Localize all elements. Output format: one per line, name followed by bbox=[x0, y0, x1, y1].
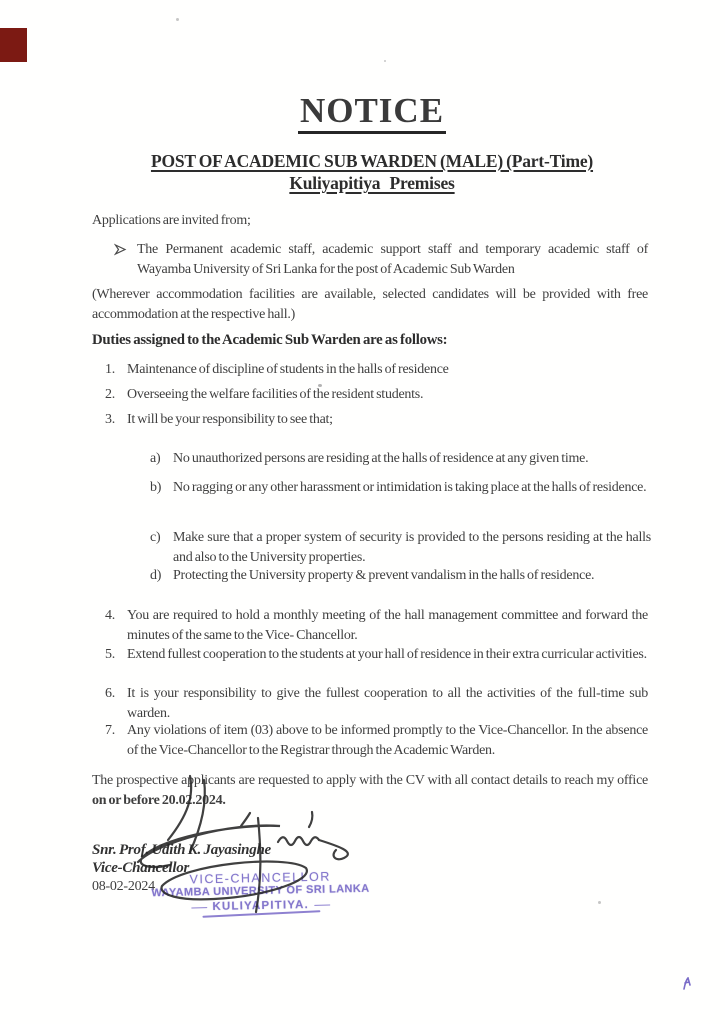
duty-number: 6. bbox=[105, 686, 115, 701]
duty-item bbox=[105, 645, 648, 665]
post-heading: POST OF ACADEMIC SUB WARDEN (MALE) (Part-Time) bbox=[150, 151, 594, 171]
duty-text: Any violations of item (03) above to be informed promptly to the Vice-Chancellor. In the absence of the Vice-Chancellor to the Registrar through the Academic Warden. bbox=[127, 723, 648, 758]
duty-item bbox=[105, 684, 648, 723]
sub-duty-letter: c) bbox=[150, 530, 161, 545]
deadline-text: on or before 20.02.2024. bbox=[92, 792, 226, 808]
eligibility-item bbox=[114, 240, 648, 279]
duty-text: Extend fullest cooperation to the students at your hall of residence in their extra curricular activities. bbox=[127, 647, 647, 662]
signatory-name: Snr. Prof. Udith K. Jayasinghe bbox=[92, 842, 271, 858]
accommodation-note: (Wherever accommodation facilities are available, selected candidates will be provided with free accommodation at the respective hall.) bbox=[92, 287, 648, 322]
premises-heading: Kuliyapitiya Premises bbox=[289, 173, 455, 193]
duties-heading: Duties assigned to the Academic Sub Warden are as follows: bbox=[92, 332, 448, 348]
duty-item bbox=[105, 360, 648, 380]
scan-corner-mark bbox=[0, 28, 27, 62]
scan-speck bbox=[598, 901, 601, 904]
signature-scribble bbox=[118, 770, 408, 930]
pen-mark bbox=[682, 977, 693, 990]
arrowhead-right-icon bbox=[114, 240, 137, 279]
duty-number: 2. bbox=[105, 387, 115, 402]
duty-item bbox=[105, 410, 648, 430]
stamp-line-1: VICE-CHANCELLOR bbox=[189, 869, 331, 887]
sub-duty-text: No unauthorized persons are residing at the halls of residence at any given time. bbox=[173, 451, 589, 466]
scan-speck bbox=[176, 18, 179, 21]
duty-number: 7. bbox=[105, 723, 115, 738]
signatory-title: Vice-Chancellor bbox=[92, 860, 190, 876]
stamp-line-2: WAYAMBA UNIVERSITY OF SRI LANKA bbox=[151, 882, 370, 900]
scan-speck bbox=[384, 60, 386, 62]
duty-text: You are required to hold a monthly meeting of the hall management committee and forward the minutes of the same to the Vice- Chancellor. bbox=[127, 608, 648, 643]
sub-duty-text: No ragging or any other harassment or intimidation is taking place at the halls of residence. bbox=[173, 480, 647, 495]
intro-text: Applications are invited from; bbox=[92, 213, 251, 228]
sub-duty-item bbox=[150, 478, 651, 498]
duty-number: 3. bbox=[105, 412, 115, 427]
signature-date: 08-02-2024 bbox=[92, 879, 155, 894]
closing-text: The prospective applicants are requested to apply with the CV with all contact details to reach my office bbox=[92, 773, 648, 788]
duty-text: Maintenance of discipline of students in the halls of residence bbox=[127, 362, 449, 377]
duty-text: Overseeing the welfare facilities of the resident students. bbox=[127, 387, 424, 402]
sub-duty-text: Make sure that a proper system of security is provided to the persons residing at the halls and also to the University properties. bbox=[173, 530, 651, 565]
page-title: NOTICE bbox=[92, 92, 652, 130]
sub-duty-letter: d) bbox=[150, 568, 162, 583]
duty-item bbox=[105, 385, 648, 405]
duty-number: 5. bbox=[105, 647, 115, 662]
duty-text: It is your responsibility to give the fullest cooperation to all the activities of the full-time sub warden. bbox=[127, 686, 648, 721]
sub-duty-text: Protecting the University property & prevent vandalism in the halls of residence. bbox=[173, 568, 595, 583]
sub-duty-item bbox=[150, 566, 651, 586]
duty-number: 1. bbox=[105, 362, 115, 377]
sub-duty-letter: b) bbox=[150, 480, 162, 495]
sub-duty-item bbox=[150, 449, 651, 469]
duty-item bbox=[105, 721, 648, 760]
eligibility-text: The Permanent academic staff, academic support staff and temporary academic staff of Wayamba University of Sri Lanka for the post of Academic Sub Warden bbox=[137, 242, 648, 277]
sub-duty-letter: a) bbox=[150, 451, 161, 466]
sub-duty-item bbox=[150, 528, 651, 567]
duty-item bbox=[105, 606, 648, 645]
duty-number: 4. bbox=[105, 608, 115, 623]
stamp-line-3: KULIYAPITIYA. bbox=[212, 899, 310, 914]
duty-text: It will be your responsibility to see that; bbox=[127, 412, 333, 427]
